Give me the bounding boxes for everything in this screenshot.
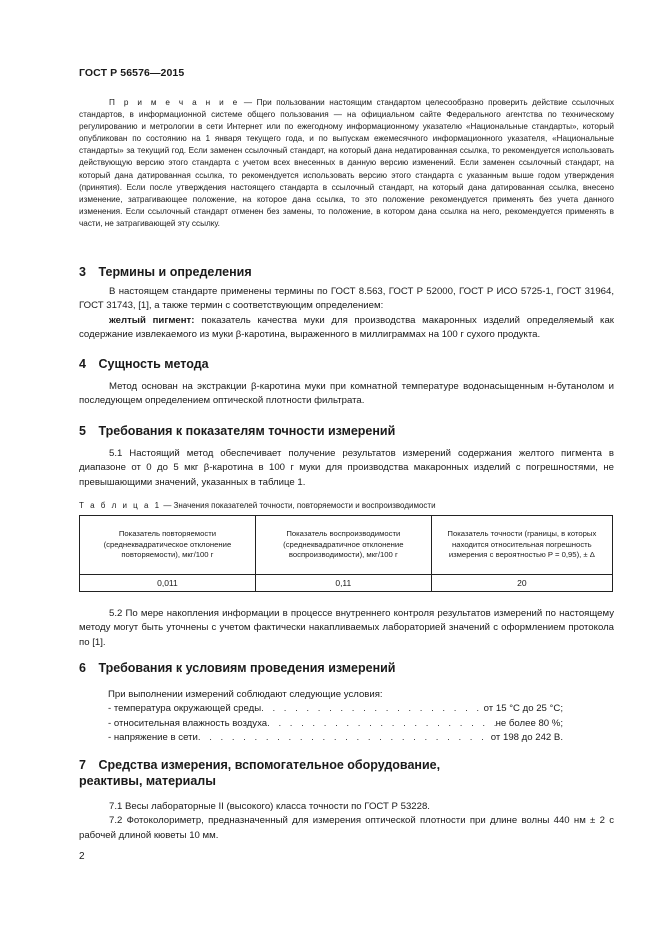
section-7-body — [79, 800, 614, 843]
table-header-cell: Показатель точности (границы, в которых находится относительная погрешность измерения с вероятностью P = 0,95), ± Δ — [431, 516, 612, 575]
table-header-cell: Показатель повторяемости (среднеквадратическое отклонение повторяемости), мкг/100 г — [80, 516, 256, 575]
section-5-body-2 — [79, 607, 614, 650]
section-5-body-1 — [79, 447, 614, 490]
section-3-para-1: В настоящем стандарте применены термины по ГОСТ 8.563, ГОСТ Р 52000, ГОСТ Р ИСО 5725-1, ГОСТ 31964, ГОСТ 31743, [1], а также термин с соответствующим определением: — [79, 286, 614, 312]
condition-label: - температура окружающей среды — [108, 703, 262, 715]
section-4-heading — [79, 357, 209, 371]
document-header: ГОСТ Р 56576—2015 — [79, 67, 185, 79]
condition-label: - относительная влажность воздуха — [108, 717, 268, 729]
table-header-cell: Показатель воспроизводимости (среднеквадратичное отклонение воспроизводимости), мкг/100 г — [255, 516, 431, 575]
term-definition: показатель качества муки для производства макаронных изделий определяемый как содержание извлекаемого из муки β-каротина, выраженного в миллиграммах на 100 г сухого продукта. — [79, 314, 614, 340]
section-3-title: Термины и определения — [98, 265, 252, 279]
note-block — [79, 97, 614, 230]
section-6-title: Требования к условиям проведения измерений — [98, 661, 396, 675]
section-3-number: 3 — [79, 265, 86, 279]
section-6-heading — [79, 661, 395, 675]
table-cell: 0,11 — [255, 575, 431, 592]
condition-value: не более 80 %; — [495, 717, 563, 729]
section-7-title-line-2: реактивы, материалы — [79, 774, 216, 788]
section-6-number: 6 — [79, 661, 86, 675]
section-5-para-2: 5.2 По мере накопления информации в процессе внутреннего контроля результатов измерений по настоящему методу могут быть уточнены с учетом фактически накапливаемых лабораторией значений с оформлением протокола по [1]. — [79, 608, 614, 648]
section-4-para-1: Метод основан на экстракции β-каротина муки при комнатной температуре водонасыщенным н-бутанолом и последующем определением оптической плотности фильтрата. — [79, 381, 614, 407]
condition-label: - напряжение в сети — [108, 732, 198, 744]
section-7-heading — [79, 757, 440, 789]
table-row — [80, 575, 613, 592]
section-4-title: Сущность метода — [98, 357, 209, 371]
table-1-caption-label: Т а б л и ц а 1 — [79, 501, 162, 510]
section-5-para-1: 5.1 Настоящий метод обеспечивает получение результатов измерений содержания желтого пигмента в диапазоне от 0 до 5 мкг β-каротина в 100 г муки для производства макаронных изделий с погрешностями, не превышающими значений, указанных в таблице 1. — [79, 448, 614, 488]
condition-row — [108, 717, 563, 731]
section-3-definition — [79, 314, 614, 343]
table-cell: 0,011 — [80, 575, 256, 592]
condition-value: от 15 °С до 25 °С; — [483, 703, 563, 715]
table-1-caption — [79, 501, 436, 510]
section-4-number: 4 — [79, 357, 86, 371]
section-5-number: 5 — [79, 424, 86, 438]
table-1-caption-text: — Значения показателей точности, повторяемости и воспроизводимости — [161, 501, 436, 510]
condition-row — [108, 731, 563, 745]
leader-dots — [261, 702, 484, 716]
leader-dots — [267, 717, 496, 731]
conditions-list — [108, 688, 563, 746]
table-header-row — [80, 516, 613, 575]
leader-dots — [198, 731, 491, 745]
note-label: П р и м е ч а н и е — [109, 98, 240, 107]
condition-value: от 198 до 242 В. — [490, 732, 563, 744]
page-number: 2 — [79, 851, 85, 862]
section-3-heading — [79, 265, 252, 279]
table-1 — [79, 515, 613, 592]
conditions-intro: При выполнении измерений соблюдают следующие условия: — [108, 689, 383, 700]
section-5-heading — [79, 424, 395, 438]
section-3-body — [79, 285, 614, 342]
section-7-para-1: 7.1 Весы лабораторные II (высокого) класса точности по ГОСТ Р 53228. — [109, 801, 430, 812]
term: желтый пигмент: — [109, 314, 195, 326]
table-cell: 20 — [431, 575, 612, 592]
section-5-title: Требования к показателям точности измерений — [98, 424, 396, 438]
section-7-title-line-1: Средства измерения, вспомогательное оборудование, — [98, 758, 441, 772]
section-7-para-2: 7.2 Фотоколориметр, предназначенный для измерения оптической плотности при длине волны 440 нм ± 2 с рабочей длиной кюветы 10 мм. — [79, 815, 614, 841]
section-4-body — [79, 380, 614, 409]
section-7-number: 7 — [79, 758, 86, 772]
note-text: — При пользовании настоящим стандартом целесообразно проверить действие ссылочных стандартов, в информационной системе общего пользования — на официальном сайте Федерального агентства по техническому регулированию и метрологии в сети Интернет или по ежегодному информационному указателю «Национальные стандарты», который опубликован по состоянию на 1 января текущего года, и по выпускам ежемесячного информационного указателя, «Национальные стандарты» за текущий год. Если заменен ссылочный стандарт, на который дана недатированная ссылка, то рекомендуется использовать действующую версию этого стандарта с учетом всех внесенных в данную версию изменений. Если заменен ссылочный стандарт, на который дана датированная ссылка, то рекомендуется использовать версию этого стандарта с указанным выше годом утверждения (принятия). Если после утверждения настоящего стандарта в ссылочный стандарт, на который дана датированная ссылка, внесено изменение, затрагивающее положение, на которое дана ссылка, то это положение рекомендуется применять без учета данного изменения. Если ссылочный стандарт отменен без замены, то положение, в котором дана ссылка на него, рекомендуется применять в части, не затрагивающей эту ссылку. — [79, 98, 614, 228]
condition-row — [108, 702, 563, 716]
